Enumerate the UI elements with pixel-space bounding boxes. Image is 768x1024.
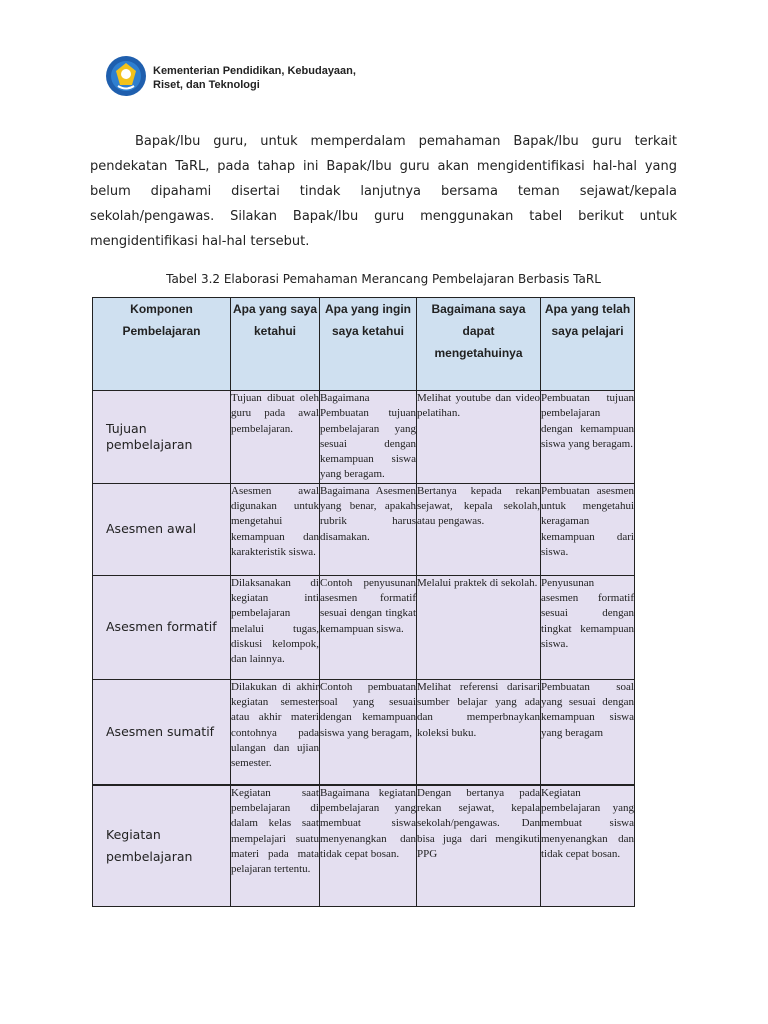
row-component: Asesmen formatif	[93, 575, 231, 679]
header-cell: Komponen Pembelajaran	[93, 298, 231, 391]
table-row	[93, 391, 635, 484]
cell-learned: Pembuatan soal yang sesuai dengan kemampuan siswa yang beragam	[541, 679, 635, 785]
cell-known: Tujuan dibuat oleh guru pada awal pembelajaran.	[231, 391, 320, 484]
table-row	[93, 679, 635, 785]
header-cell: Apa yang saya ketahui	[231, 298, 320, 391]
ministry-logo-icon	[105, 55, 147, 97]
table-row	[93, 575, 635, 679]
elaboration-table	[92, 297, 635, 907]
cell-known: Dilakukan di akhir kegiatan semester atau akhir materi contohnya pada ulangan dan ujian semester.	[231, 679, 320, 785]
header-cell: Bagaimana saya dapat mengetahuinya	[417, 298, 541, 391]
cell-want: Bagaimana Asesmen yang benar, apakah rubrik harus disamakan.	[320, 483, 417, 575]
cell-want: Contoh penyusunan asesmen formatif sesuai dengan tingkat kemampuan siswa.	[320, 575, 417, 679]
cell-how: Bertanya kepada rekan sejawat, kepala sekolah, atau pengawas.	[417, 483, 541, 575]
row-component: Kegiatan pembelajaran	[93, 785, 231, 907]
cell-how: Dengan bertanya pada rekan sejawat, kepala sekolah/pengawas. Dan bisa juga dari mengikuti PPG	[417, 785, 541, 907]
cell-want: Bagaimana kegiatan pembelajaran yang membuat siswa menyenangkan dan tidak cepat bosan.	[320, 785, 417, 907]
ministry-name	[153, 64, 356, 92]
table-header-row	[93, 298, 635, 391]
header-cell: Apa yang ingin saya ketahui	[320, 298, 417, 391]
ministry-name-line2: Riset, dan Teknologi	[153, 79, 260, 91]
table-row	[93, 483, 635, 575]
row-component: Tujuan pembelajaran	[93, 391, 231, 484]
cell-known: Kegiatan saat pembelajaran di dalam kelas saat mempelajari suatu materi pada mata pelajaran tertentu.	[231, 785, 320, 907]
cell-learned: Penyusunan asesmen formatif sesuai dengan tingkat kemampuan siswa.	[541, 575, 635, 679]
cell-how: Melihat referensi darisari sumber belajar yang ada dan memperbnaykan koleksi buku.	[417, 679, 541, 785]
table-caption: Tabel 3.2 Elaborasi Pemahaman Merancang Pembelajaran Berbasis TaRL	[166, 272, 601, 286]
cell-learned: Pembuatan tujuan pembelajaran dengan kemampuan siswa yang beragam.	[541, 391, 635, 484]
ministry-name-line1: Kementerian Pendidikan, Kebudayaan,	[153, 65, 356, 77]
header-cell: Apa yang telah saya pelajari	[541, 298, 635, 391]
cell-want: Bagaimana Pembuatan tujuan pembelajaran yang sesuai dengan kemampuan siswa yang beragam.	[320, 391, 417, 484]
cell-learned: Pembuatan asesmen untuk mengetahui keragaman kemampuan dari siswa.	[541, 483, 635, 575]
row-component: Asesmen awal	[93, 483, 231, 575]
intro-paragraph	[90, 129, 677, 254]
document-header	[105, 55, 405, 100]
cell-learned: Kegiatan pembelajaran yang membuat siswa menyenangkan dan tidak cepat bosan.	[541, 785, 635, 907]
cell-how: Melihat youtube dan video pelatihan.	[417, 391, 541, 484]
cell-known: Dilaksanakan di kegiatan inti pembelajaran melalui tugas, diskusi kelompok, dan lainnya.	[231, 575, 320, 679]
table-row	[93, 785, 635, 907]
cell-how: Melalui praktek di sekolah.	[417, 575, 541, 679]
cell-known: Asesmen awal digunakan untuk mengetahui kemampuan dan karakteristik siswa.	[231, 483, 320, 575]
row-component: Asesmen sumatif	[93, 679, 231, 785]
cell-want: Contoh pembuatan soal yang sesuai dengan kemampuan siswa yang beragam,	[320, 679, 417, 785]
intro-text: Bapak/Ibu guru, untuk memperdalam pemahaman Bapak/Ibu guru terkait pendekatan TaRL, pada tahap ini Bapak/Ibu guru akan mengidentifikasi hal-hal yang belum dipahami disertai tindak lanjutnya bersama teman sejawat/kepala sekolah/pengawas. Silakan Bapak/Ibu guru menggunakan tabel berikut untuk mengidentifikasi hal-hal tersebut.	[90, 134, 677, 249]
